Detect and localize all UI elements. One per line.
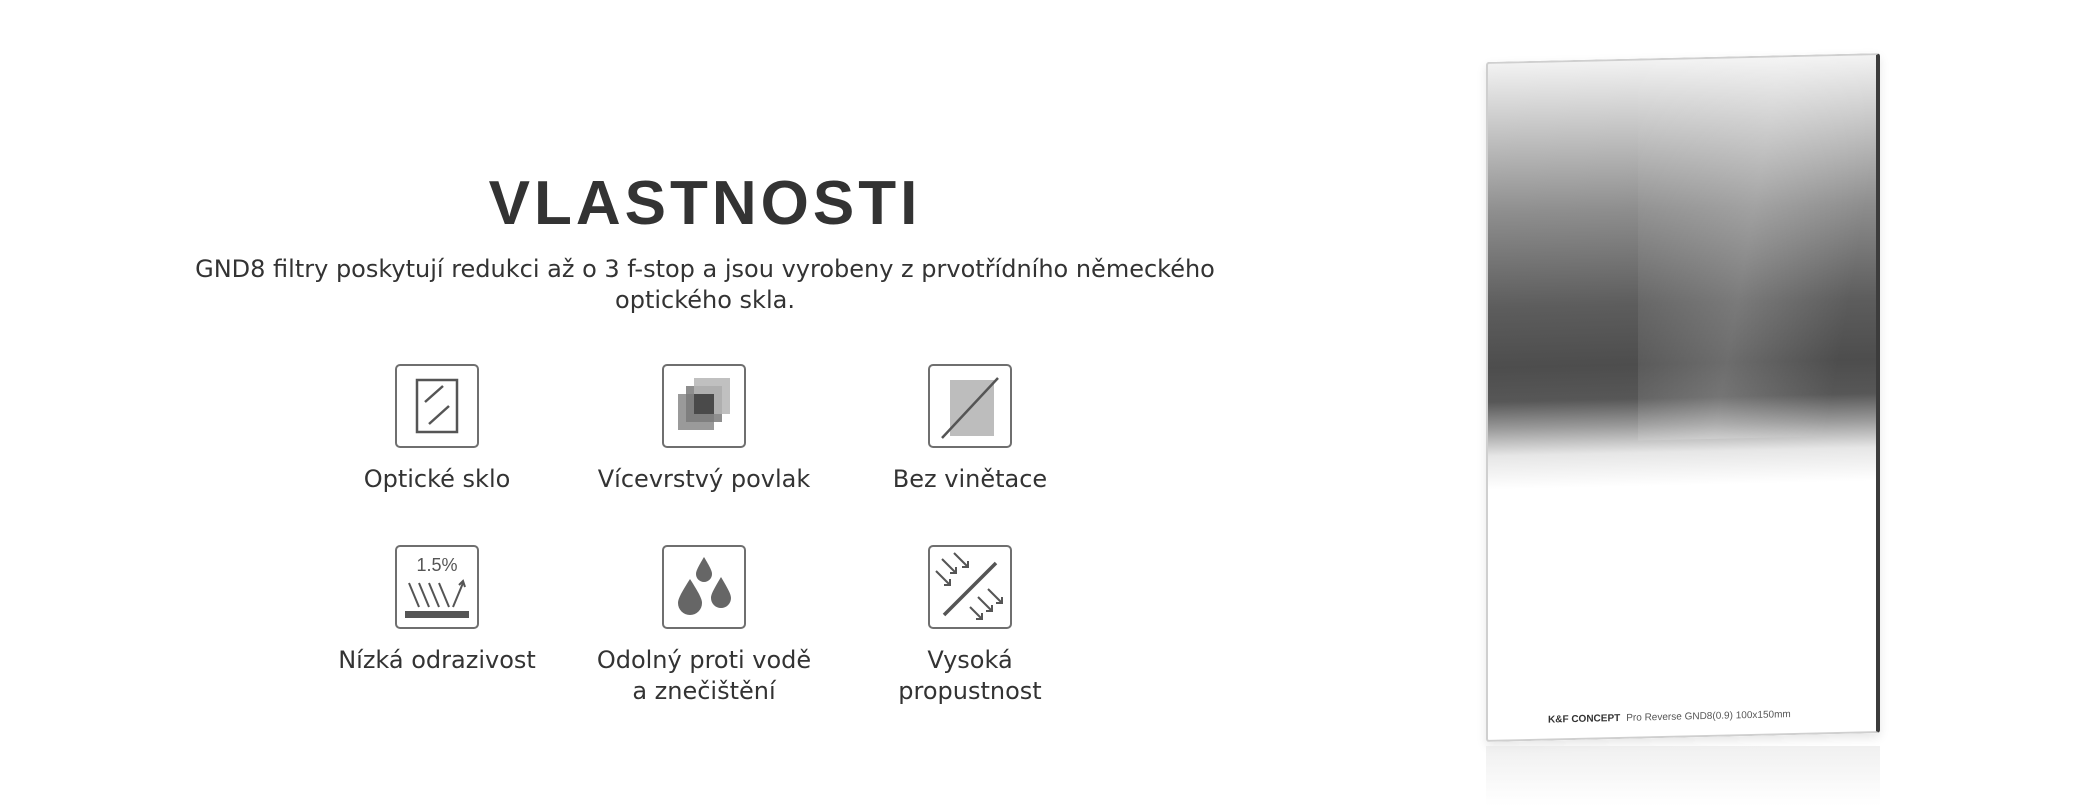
multilayer-coating-icon: [662, 364, 746, 448]
feature-optical-glass: [297, 364, 577, 495]
filter-model: Pro Reverse GND8(0.9) 100x150mm: [1626, 709, 1791, 724]
feature-no-vignetting: [830, 364, 1110, 495]
feature-label-line: propustnost: [898, 677, 1042, 705]
feature-low-reflection: [297, 545, 577, 676]
feature-label-line: Odolný proti vodě: [596, 646, 812, 674]
brand-logo-text: K&F CONCEPT: [1548, 712, 1621, 726]
no-vignetting-icon: [928, 364, 1012, 448]
section-description: GND8 filtry poskytují redukci až o 3 f-stop a jsou vyrobeny z prvotřídního německého optického skla.: [195, 255, 1215, 314]
filter-reflection: [1486, 746, 1880, 806]
feature-label: [564, 645, 844, 707]
glass-sheen: [1638, 53, 1880, 440]
water-drops-icon: [662, 545, 746, 629]
feature-label-line: a znečištění: [632, 677, 776, 705]
filter-caption: [1548, 707, 1868, 725]
feature-label: Optické sklo: [363, 465, 511, 493]
feature-multilayer-coating: [564, 364, 844, 495]
feature-high-transmittance: [830, 545, 1110, 707]
reflection-percent: 1.5%: [416, 555, 458, 575]
feature-label: [830, 645, 1110, 707]
product-filter-image: [1486, 62, 1886, 742]
optical-glass-icon: [395, 364, 479, 448]
feature-label: Vícevrstvý povlak: [597, 465, 811, 493]
feature-label-line: Vysoká: [927, 646, 1013, 674]
feature-water-resistant: [564, 545, 844, 707]
section-title: VLASTNOSTI: [488, 169, 922, 238]
gnd8-filter: [1486, 53, 1880, 742]
feature-label: Bez vinětace: [892, 465, 1048, 493]
feature-label: Nízká odrazivost: [338, 646, 536, 674]
low-reflection-icon: [395, 545, 479, 629]
high-transmittance-icon: [928, 545, 1012, 629]
